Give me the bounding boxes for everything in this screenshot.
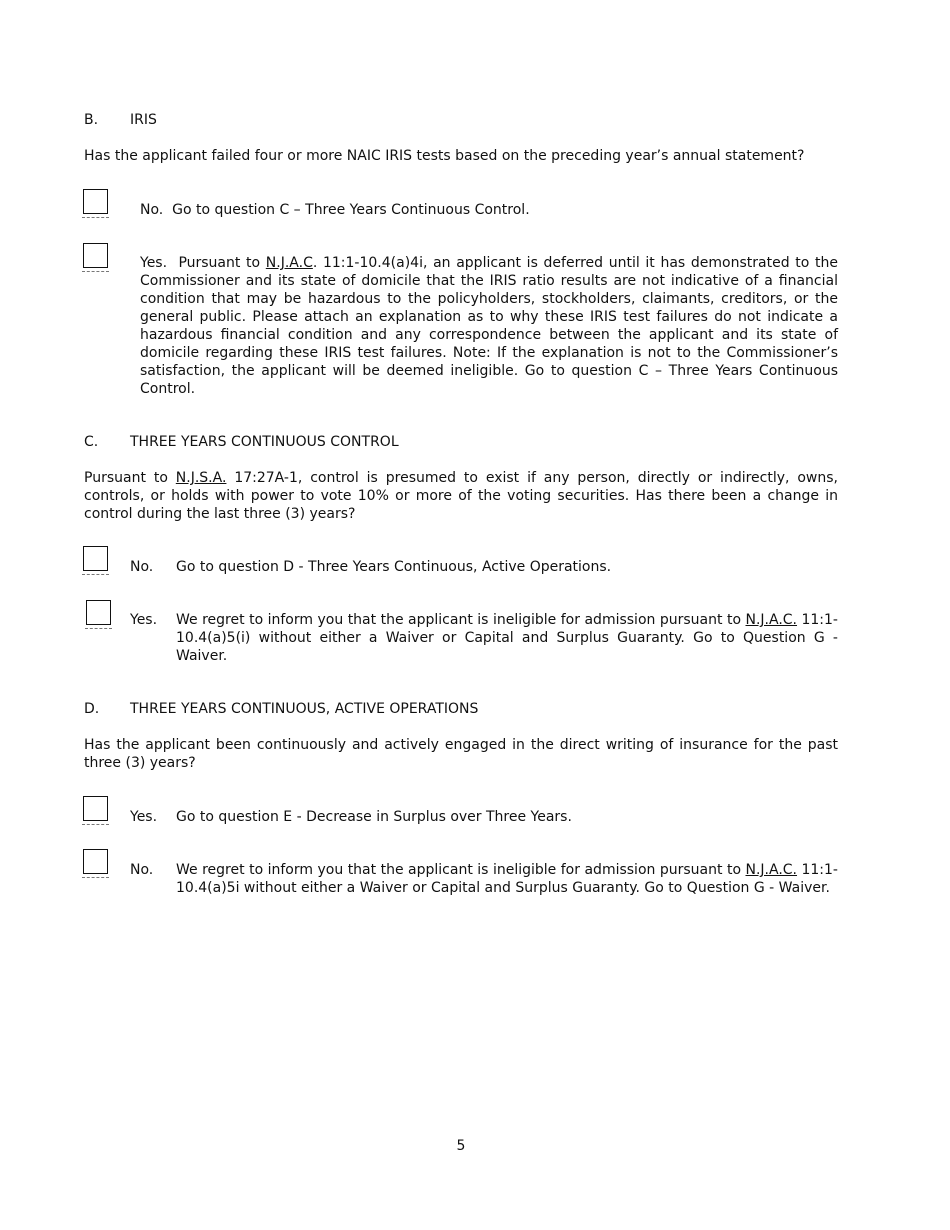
option-b-yes — [140, 254, 838, 398]
option-c-no-label: No. — [130, 559, 154, 575]
section-d-question: Has the applicant been continuously and actively engaged in the direct writing of insurance for the past three (3) years? — [84, 737, 838, 771]
option-text-before: Pursuant to — [178, 255, 261, 271]
question-text-before: Pursuant to — [84, 470, 168, 486]
citation-njsa: N.J.S.A. — [175, 470, 227, 486]
section-c-heading — [84, 433, 399, 451]
option-text-before: We regret to inform you that the applicant is ineligible for admission pursuant to — [176, 862, 742, 878]
checkbox-d-yes[interactable] — [83, 796, 108, 821]
section-letter: C. — [84, 434, 99, 450]
question-text-after: 17:27A-1, control is presumed to exist if any person, directly or indirectly, owns, controls, or holds with power to vote 10% or more of the voting securities. Has there been a change in control during the last three (3) years? — [84, 470, 838, 522]
section-letter: B. — [84, 112, 99, 128]
option-b-no — [140, 201, 838, 219]
option-text: Go to question C – Three Years Continuous Control. — [172, 202, 530, 218]
checkbox-c-no[interactable] — [83, 546, 108, 571]
option-text-after: 11:1-10.4(a)5(i) without either a Waiver or Capital and Surplus Guaranty. Go to Question G - Waiver. — [176, 612, 838, 664]
checkbox-b-no[interactable] — [83, 189, 108, 214]
option-label: Yes. — [140, 255, 168, 271]
checkbox-d-no[interactable] — [83, 849, 108, 874]
section-letter: D. — [84, 701, 100, 717]
section-d-heading — [84, 700, 479, 718]
citation-njac: N.J.A.C — [265, 255, 313, 271]
option-c-no-text: Go to question D - Three Years Continuous, Active Operations. — [176, 559, 612, 575]
section-title: IRIS — [130, 112, 157, 128]
section-c-question — [84, 469, 838, 523]
section-title: THREE YEARS CONTINUOUS, ACTIVE OPERATIONS — [130, 701, 479, 717]
option-text-before: We regret to inform you that the applicant is ineligible for admission pursuant to — [176, 612, 742, 628]
section-b-question: Has the applicant failed four or more NAIC IRIS tests based on the preceding year’s annual statement? — [84, 148, 805, 164]
option-d-no-text — [176, 861, 838, 897]
page-number: 5 — [456, 1138, 466, 1154]
section-title: THREE YEARS CONTINUOUS CONTROL — [130, 434, 399, 450]
option-c-yes-text — [176, 611, 838, 665]
option-label: No. — [140, 202, 164, 218]
section-b-heading — [84, 111, 157, 129]
option-d-no-label: No. — [130, 862, 154, 878]
citation-njac: N.J.A.C. — [745, 862, 798, 878]
option-d-yes-text: Go to question E - Decrease in Surplus over Three Years. — [176, 809, 572, 825]
checkbox-c-yes[interactable] — [86, 600, 111, 625]
option-text-after: . 11:1-10.4(a)4i, an applicant is deferred until it has demonstrated to the Commissioner and its state of domicile that the IRIS ratio results are not indicative of a financial condition that may be hazardous to the policyholders, stockholders, claimants, creditors, or the general public. Please attach an explanation as to why these IRIS test failures do not indicate a hazardous financial condition and any correspondence between the applicant and its state of domicile regarding these IRIS test failures. Note: If the explanation is not to the Commissioner’s satisfaction, the applicant will be deemed ineligible. Go to question C – Three Years Continuous Control. — [140, 255, 838, 397]
option-c-yes-label: Yes. — [130, 612, 158, 628]
option-text-after: 11:1-10.4(a)5i without either a Waiver or Capital and Surplus Guaranty. Go to Question G - Waiver. — [176, 862, 838, 896]
checkbox-b-yes[interactable] — [83, 243, 108, 268]
option-d-yes-label: Yes. — [130, 809, 158, 825]
citation-njac: N.J.A.C. — [745, 612, 798, 628]
